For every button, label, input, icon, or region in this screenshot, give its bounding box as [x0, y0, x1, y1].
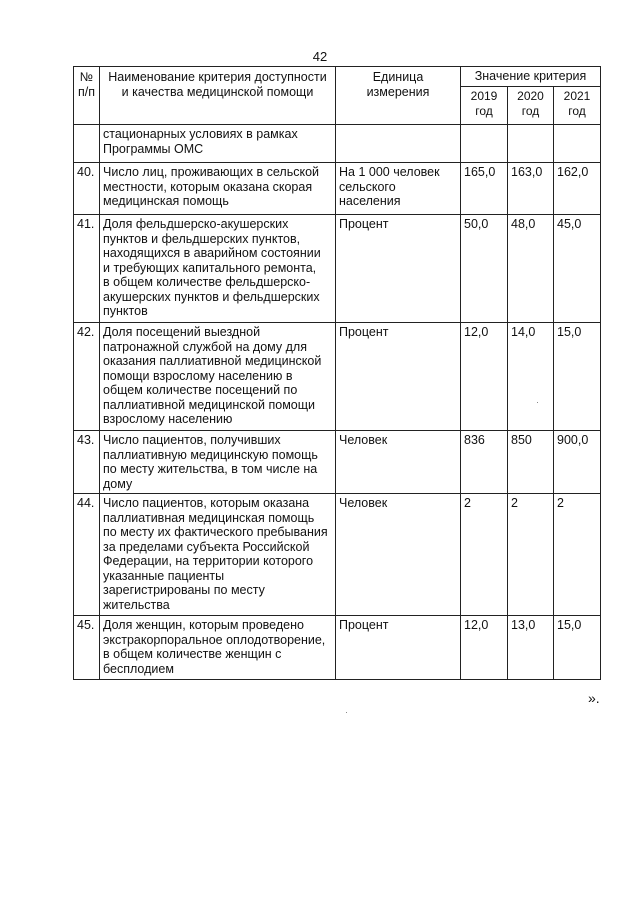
value-2021: 45,0	[554, 215, 601, 323]
criterion-name: Число пациентов, получивших паллиативную медицинскую помощь по месту жительства, в том числе на дому	[100, 431, 336, 494]
table-row	[74, 215, 601, 323]
criterion-name: Доля посещений выездной патронажной службой на дому для оказания паллиативной медицинской помощи взрослому населению в общем количестве посещений по паллиативной медицинской помощи взрослому населению	[100, 323, 336, 431]
value-2019: 50,0	[461, 215, 508, 323]
value-2021: 162,0	[554, 163, 601, 215]
unit: Человек	[336, 431, 461, 494]
unit: Человек	[336, 494, 461, 616]
unit: На 1 000 человек сельского населения	[336, 163, 461, 215]
header-criterion-name: Наименование критерия доступности и качества медицинской помощи	[100, 67, 336, 125]
unit	[336, 125, 461, 163]
value-2020	[508, 125, 554, 163]
criterion-name: Доля женщин, которым проведено экстракорпоральное оплодотворение, в общем количестве женщин с бесплодием	[100, 616, 336, 680]
table-row	[74, 323, 601, 431]
row-number: 40.	[74, 163, 100, 215]
closing-quote-mark: ».	[588, 690, 600, 706]
header-year-2021: 2021 год	[554, 87, 601, 125]
row-number	[74, 125, 100, 163]
unit: Процент	[336, 215, 461, 323]
row-number: 43.	[74, 431, 100, 494]
table-row	[74, 494, 601, 616]
value-2021: 15,0	[554, 616, 601, 680]
criterion-name: Число пациентов, которым оказана паллиативная медицинская помощь по месту их фактического пребывания за пределами субъекта Российской Федерации, на территории которого указанные пациенты зарегистрированы по месту жительства	[100, 494, 336, 616]
table-row	[74, 431, 601, 494]
scan-speck	[537, 402, 538, 403]
value-2020: 14,0	[508, 323, 554, 431]
page-number: 42	[312, 49, 328, 64]
value-2021: 2	[554, 494, 601, 616]
value-2019: 12,0	[461, 323, 508, 431]
row-number: 45.	[74, 616, 100, 680]
criteria-table	[73, 66, 601, 680]
header-criterion-value: Значение критерия	[461, 67, 601, 87]
header-year-2019: 2019 год	[461, 87, 508, 125]
value-2019	[461, 125, 508, 163]
header-number: № п/п	[74, 67, 100, 125]
criterion-name: Доля фельдшерско-акушерских пунктов и фельдшерских пунктов, находящихся в аварийном состоянии и требующих капитального ремонта, в общем количестве фельдшерско- акушерских пунктов и фельдшерских пунктов	[100, 215, 336, 323]
value-2020: 48,0	[508, 215, 554, 323]
value-2020: 2	[508, 494, 554, 616]
row-number: 44.	[74, 494, 100, 616]
row-number: 41.	[74, 215, 100, 323]
criterion-name: Число лиц, проживающих в сельской местности, которым оказана скорая медицинская помощь	[100, 163, 336, 215]
value-2020: 163,0	[508, 163, 554, 215]
value-2021: 900,0	[554, 431, 601, 494]
value-2021: 15,0	[554, 323, 601, 431]
value-2020: 850	[508, 431, 554, 494]
row-number: 42.	[74, 323, 100, 431]
table-row	[74, 163, 601, 215]
value-2019: 12,0	[461, 616, 508, 680]
value-2021	[554, 125, 601, 163]
unit: Процент	[336, 616, 461, 680]
table-row	[74, 125, 601, 163]
value-2019: 836	[461, 431, 508, 494]
header-year-2020: 2020 год	[508, 87, 554, 125]
table-row	[74, 616, 601, 680]
criterion-name: стационарных условиях в рамках Программы ОМС	[100, 125, 336, 163]
value-2020: 13,0	[508, 616, 554, 680]
unit: Процент	[336, 323, 461, 431]
value-2019: 2	[461, 494, 508, 616]
header-unit: Единица измерения	[336, 67, 461, 125]
scan-speck	[346, 712, 347, 713]
value-2019: 165,0	[461, 163, 508, 215]
